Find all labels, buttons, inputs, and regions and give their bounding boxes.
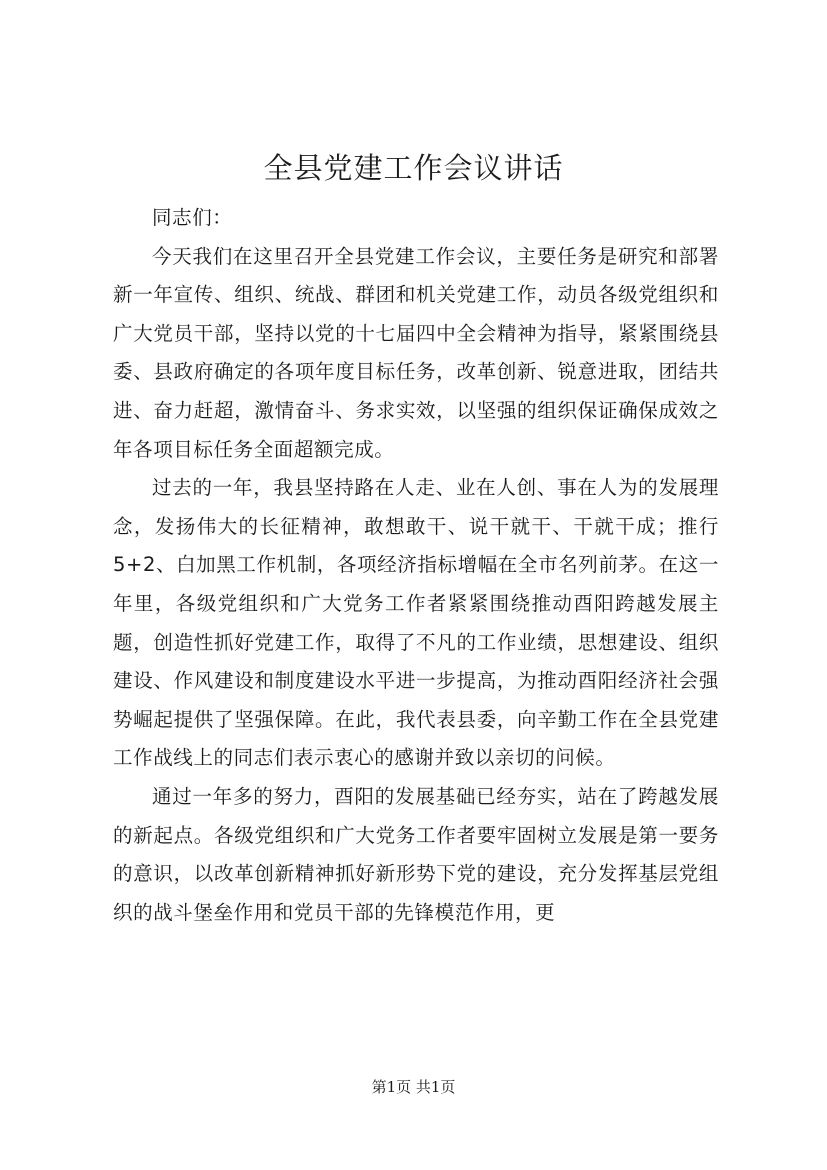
- page-footer: 第1页 共1页: [371, 1078, 456, 1096]
- paragraph-1: 今天我们在这里召开全县党建工作会议，主要任务是研究和部署新一年宣传、组织、统战、群团和机关党建工作，动员各级党组织和广大党员干部，坚持以党的十七届四中全会精神为指导，紧紧围绕县委、县政府确定的各项年度目标任务，改革创新、锐意进取，团结共进、奋力赶超，激情奋斗、务求实效，以坚强的组织保证确保成效之年各项目标任务全面超额完成。: [113, 244, 719, 461]
- paragraph-2: 过去的一年，我县坚持路在人走、业在人创、事在人为的发展理念，发扬伟大的长征精神，敢想敢干、说干就干、干就干成；推行5+2、白加黑工作机制，各项经济指标增幅在全市名列前茅。在这一年里，各级党组织和广大党务工作者紧紧围绕推动酉阳跨越发展主题，创造性抓好党建工作，取得了不凡的工作业绩，思想建设、组织建设、作风建设和制度建设水平进一步提高，为推动酉阳经济社会强势崛起提供了坚强保障。在此，我代表县委，向辛勤工作在全县党建工作战线上的同志们表示衷心的感谢并致以亲切的问候。: [113, 476, 719, 770]
- greeting-line: 同志们：: [152, 206, 233, 229]
- document-body: [113, 199, 719, 932]
- document-title: 全县党建工作会议讲话: [263, 151, 564, 185]
- paragraph-3: 通过一年多的努力，酉阳的发展基础已经夯实，站在了跨越发展的新起点。各级党组织和广大党务工作者要牢固树立发展是第一要务的意识，以改革创新精神抓好新形势下党的建设，充分发挥基层党组织的战斗堡垒作用和党员干部的先锋模范作用，更: [113, 784, 719, 924]
